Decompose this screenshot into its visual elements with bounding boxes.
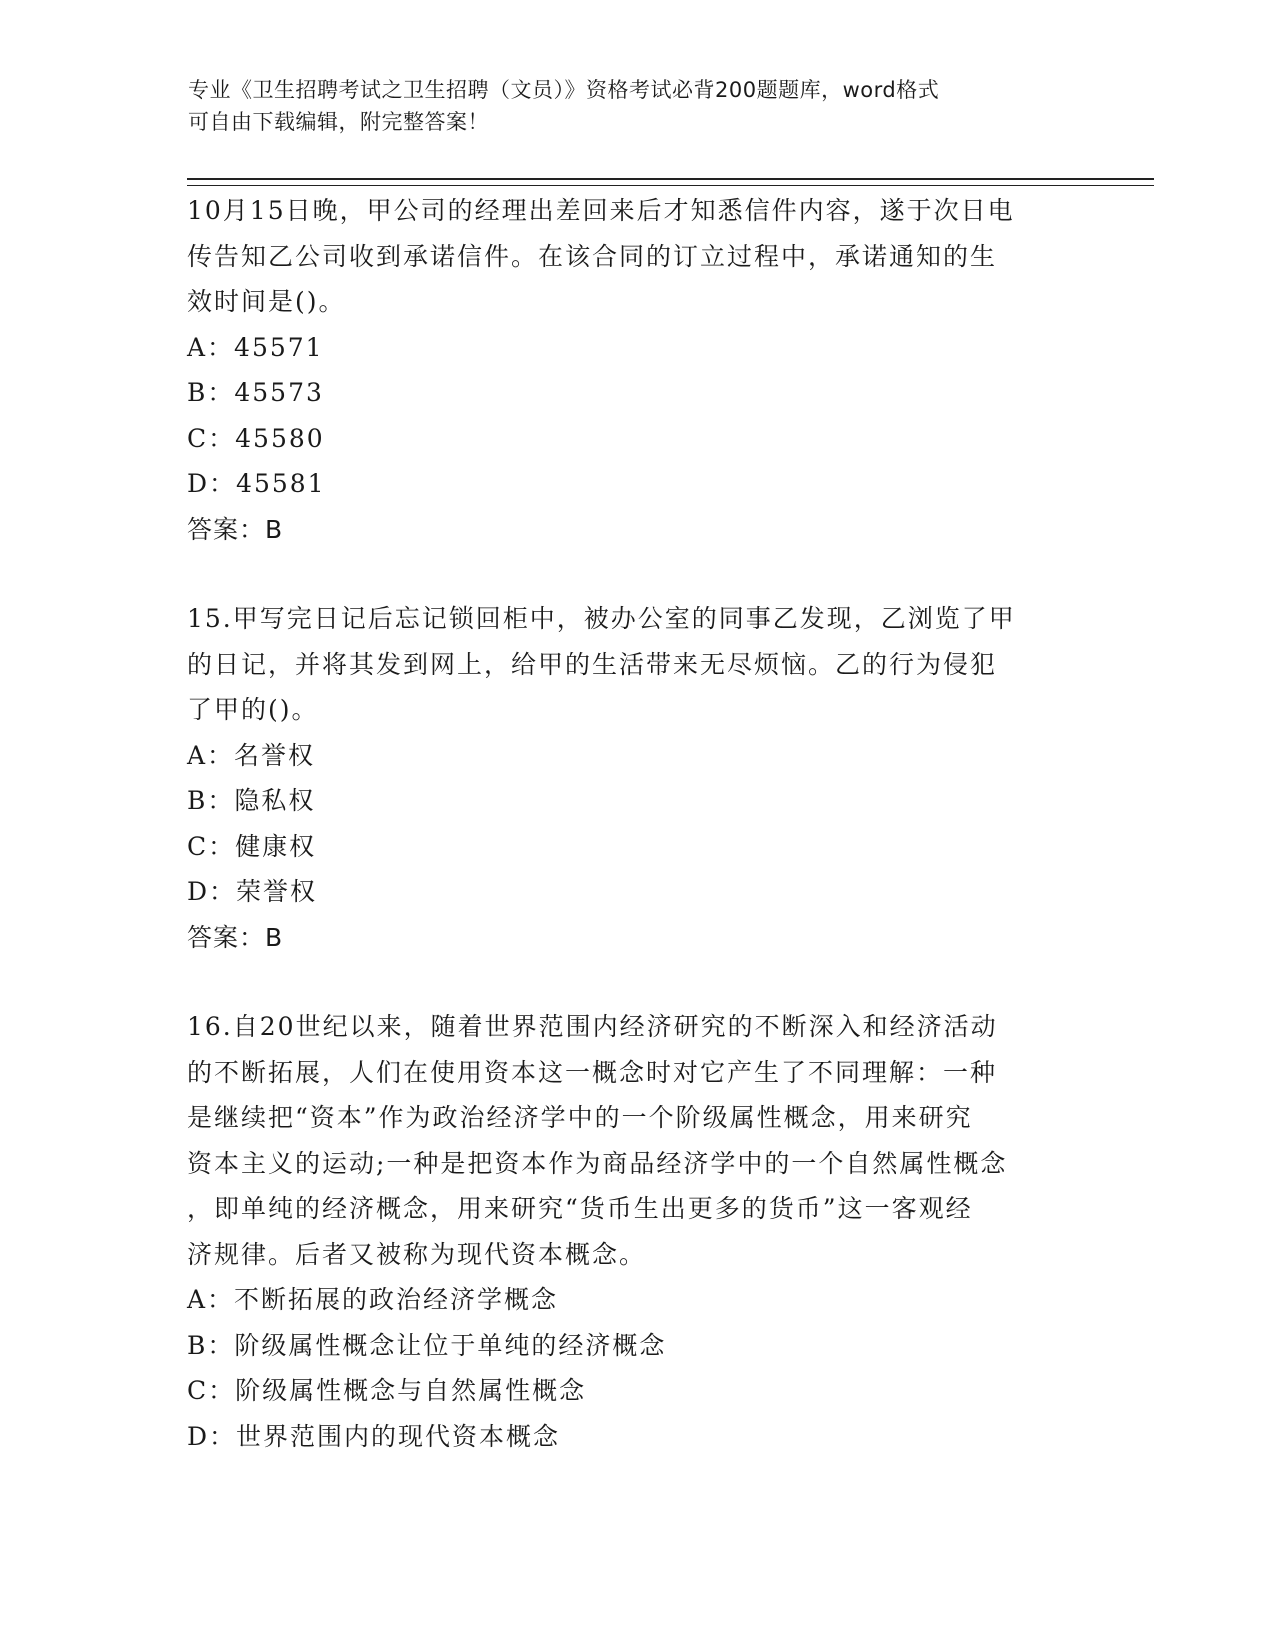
option-c: C：45580	[187, 423, 325, 453]
option-d: D：荣誉权	[187, 877, 318, 906]
question-text: 10月15日晚，甲公司的经理出差回来后才知悉信件内容，遂于次日电	[187, 196, 1015, 225]
option-c: C：阶级属性概念与自然属性概念	[187, 1376, 587, 1405]
question-block	[187, 1004, 1087, 1459]
option-c: C：健康权	[187, 831, 317, 861]
question-list	[187, 188, 1087, 1459]
header-line: 专业《卫生招聘考试之卫生招聘（文员）》资格考试必背200题题库，word格式	[188, 78, 940, 102]
header-divider	[187, 178, 1154, 186]
option-b: B：隐私权	[187, 786, 316, 815]
option-b: B：阶级属性概念让位于单纯的经济概念	[187, 1330, 667, 1360]
answer-line: 答案：B	[187, 922, 284, 952]
option-d: D：45581	[187, 469, 326, 498]
option-a: A：45571	[187, 332, 324, 362]
option-d: D：世界范围内的现代资本概念	[187, 1421, 561, 1451]
question-text: 16.自20世纪以来，随着世界范围内经济研究的不断深入和经济活动	[187, 1012, 998, 1041]
question-text: 了甲的()。	[187, 695, 319, 724]
header-line: 可自由下载编辑，附完整答案！	[188, 110, 489, 134]
answer-line: 答案：B	[187, 514, 284, 544]
question-text: 资本主义的运动;一种是把资本作为商品经济学中的一个自然属性概念	[187, 1148, 1008, 1178]
question-text: 济规律。后者又被称为现代资本概念。	[187, 1239, 647, 1269]
question-block	[187, 188, 1087, 552]
question-text: 是继续把“资本”作为政治经济学中的一个阶级属性概念，用来研究	[187, 1103, 973, 1132]
question-text: 15.甲写完日记后忘记锁回柜中，被办公室的同事乙发现，乙浏览了甲	[187, 604, 1016, 633]
option-b: B：45573	[187, 378, 324, 407]
question-text: 的日记，并将其发到网上，给甲的生活带来无尽烦恼。乙的行为侵犯	[187, 649, 998, 679]
question-block	[187, 596, 1087, 960]
option-a: A：不断拓展的政治经济学概念	[187, 1285, 559, 1314]
question-text: 传告知乙公司收到承诺信件。在该合同的订立过程中，承诺通知的生	[187, 241, 998, 271]
question-text: ，即单纯的经济概念，用来研究“货币生出更多的货币”这一客观经	[187, 1194, 973, 1223]
document-header	[188, 74, 1088, 138]
question-spacer	[187, 552, 1087, 596]
question-spacer	[187, 960, 1087, 1004]
question-text: 的不断拓展，人们在使用资本这一概念时对它产生了不同理解：一种	[187, 1057, 998, 1087]
question-text: 效时间是()。	[187, 287, 346, 316]
option-a: A：名誉权	[187, 740, 316, 770]
